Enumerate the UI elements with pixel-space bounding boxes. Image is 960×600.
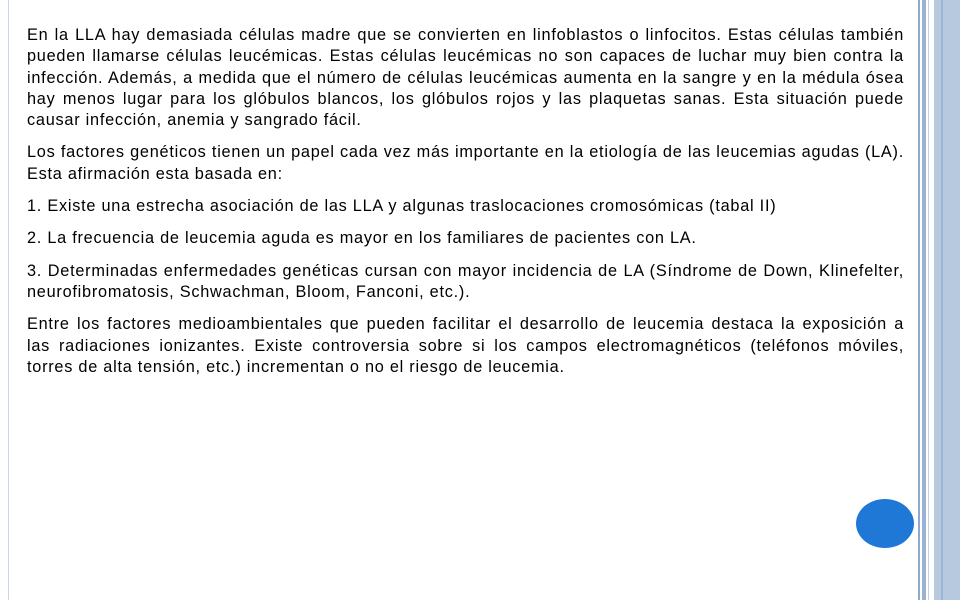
- paragraph-genetic-factors: Los factores genéticos tienen un papel cada vez más importante en la etiología de las leucemias agudas (LA). Esta afirmación esta basada en:: [27, 143, 904, 183]
- left-divider: [8, 0, 9, 600]
- right-border-line: [918, 0, 920, 600]
- list-item-2: 2. La frecuencia de leucemia aguda es mayor en los familiares de pacientes con LA.: [27, 229, 697, 248]
- right-border-line: [922, 0, 926, 600]
- right-border-line: [928, 0, 929, 600]
- right-border-band: [934, 0, 960, 600]
- paragraph-environmental-factors: Entre los factores medioambientales que pueden facilitar el desarrollo de leucemia destaca la exposición a las radiaciones ionizantes. Existe controversia sobre si los campos electromagnéticos (teléfonos móviles, torres de alta tensión, etc.) incrementan o no el riesgo de leucemia.: [27, 315, 904, 376]
- list-item-3: 3. Determinadas enfermedades genéticas cursan con mayor incidencia de LA (Síndrome de Down, Klinefelter, neurofibromatosis, Schwachman, Bloom, Fanconi, etc.).: [27, 261, 904, 301]
- list-item-1: 1. Existe una estrecha asociación de las LLA y algunas traslocaciones cromosómicas (tabal II): [27, 197, 777, 216]
- circle-icon[interactable]: [856, 499, 914, 548]
- paragraph-lla-description: En la LLA hay demasiada células madre que se convierten en linfoblastos o linfocitos. Estas células también pueden llamarse células leucémicas. Estas células leucémicas no son capaces de luchar muy bien contra la infección. Además, a medida que el número de células leucémicas aumenta en la sangre y en la médula ósea hay menos lugar para los glóbulos blancos, los glóbulos rojos y las plaquetas sanas. Esta situación puede causar infección, anemia y sangrado fácil.: [27, 26, 904, 130]
- right-border-line: [941, 0, 943, 600]
- slide-body: [27, 25, 904, 389]
